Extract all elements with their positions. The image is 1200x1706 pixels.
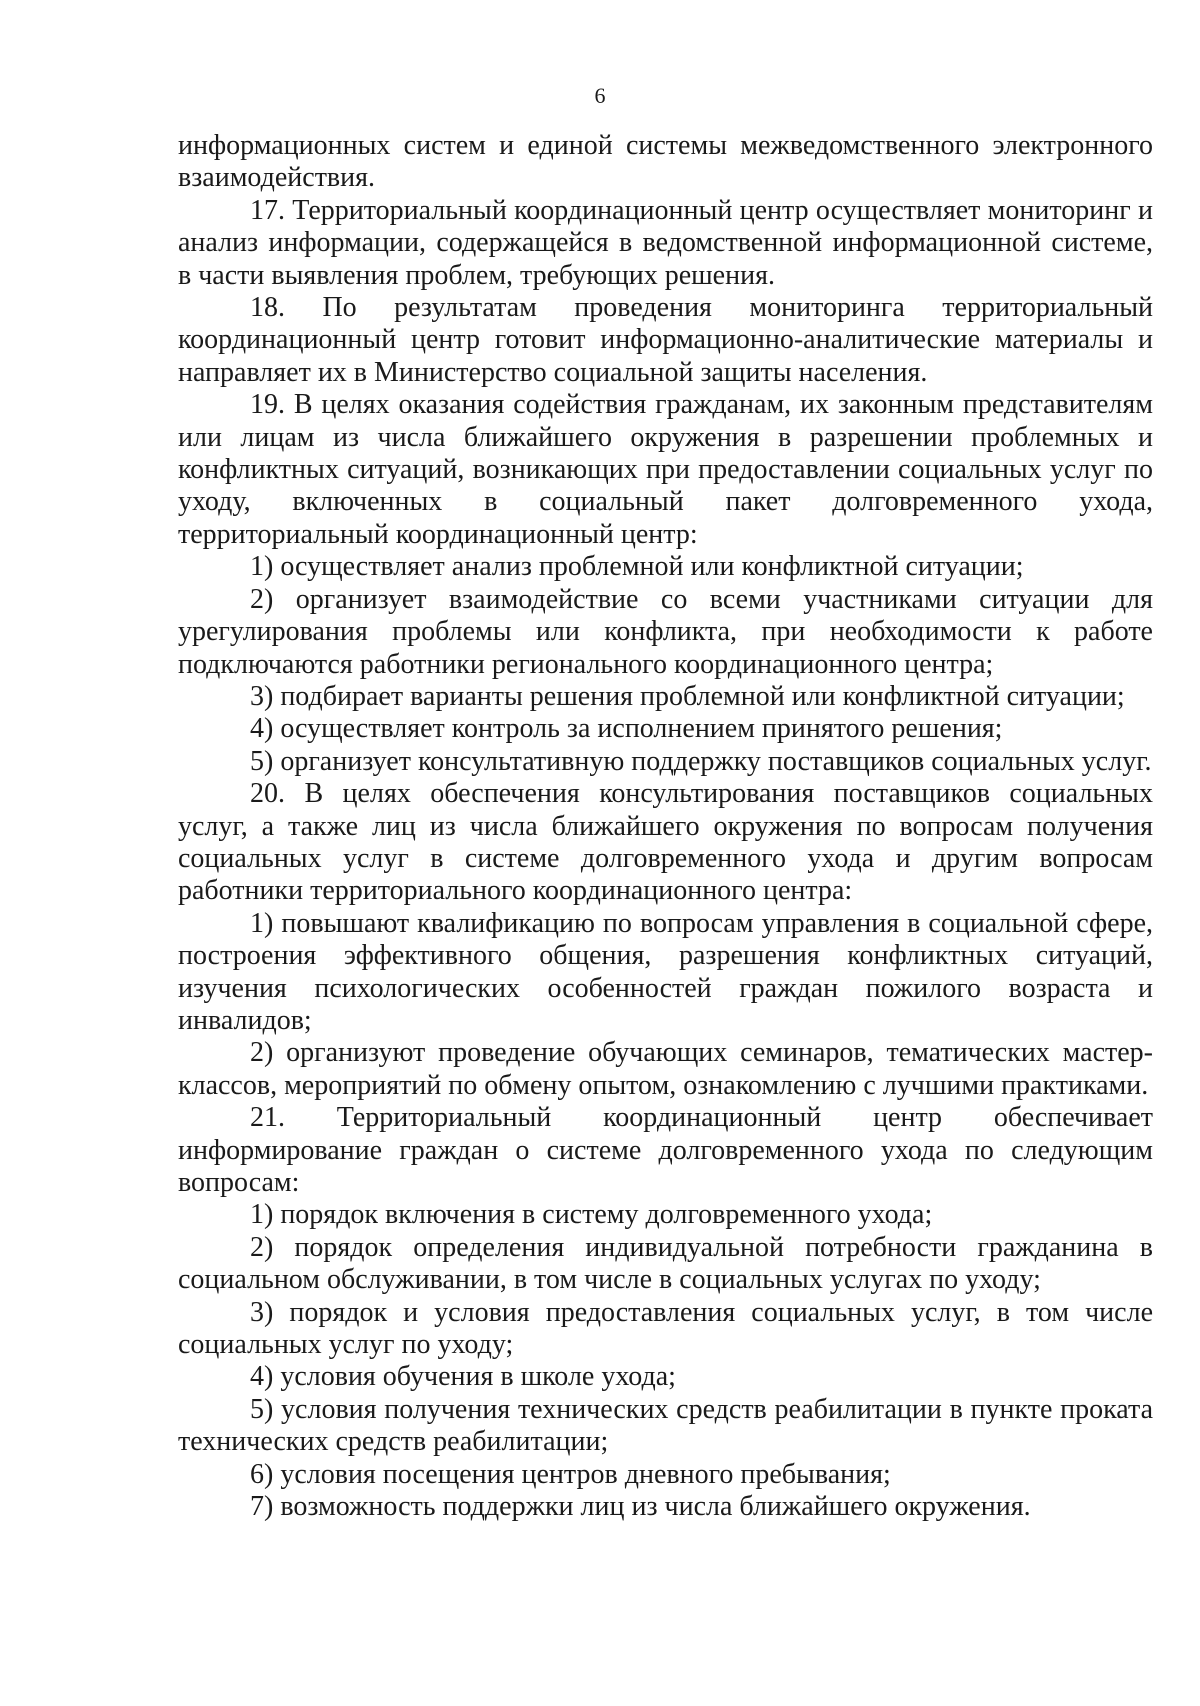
- page-number: 6: [594, 83, 606, 108]
- paragraph-item-21: 21. Территориальный координационный центр обеспечивает информирование граждан о системе долговременного ухода по следующим вопросам:: [178, 1102, 1153, 1198]
- list-item: 5) условия получения технических средств реабилитации в пункте проката технических средств реабилитации;: [178, 1393, 1153, 1458]
- list-item: 4) осуществляет контроль за исполнением принятого решения;: [250, 713, 1003, 745]
- paragraph-item-20: 20. В целях обеспечения консультирования поставщиков социальных услуг, а также лиц из числа ближайшего окружения по вопросам получения социальных услуг в системе долговременного ухода и другим вопросам работники территориального координационного центра:: [178, 778, 1153, 907]
- paragraph: информационных систем и единой системы межведомственного электронного взаимодействия.: [178, 130, 1153, 194]
- list-item: 1) осуществляет анализ проблемной или конфликтной ситуации;: [250, 551, 1024, 583]
- list-item: 3) порядок и условия предоставления социальных услуг, в том числе социальных услуг по уходу;: [178, 1296, 1153, 1361]
- document-body: [178, 130, 1153, 1523]
- list-item: 4) условия обучения в школе ухода;: [250, 1361, 676, 1393]
- list-item: 6) условия посещения центров дневного пребывания;: [250, 1458, 891, 1490]
- list-item: 7) возможность поддержки лиц из числа ближайшего окружения.: [250, 1491, 1031, 1523]
- list-item: 5) организует консультативную поддержку поставщиков социальных услуг.: [250, 745, 1152, 777]
- list-item: 2) порядок определения индивидуальной потребности гражданина в социальном обслуживании, в том числе в социальных услугах по уходу;: [178, 1231, 1153, 1296]
- paragraph-item-18: 18. По результатам проведения мониторинга территориальный координационный центр готовит информационно-аналитические материалы и направляет их в Министерство социальной защиты населения.: [178, 292, 1153, 388]
- paragraph-item-19: 19. В целях оказания содействия гражданам, их законным представителям или лицам из числа ближайшего окружения в разрешении проблемных и конфликтных ситуаций, возникающих при предоставлении социальных услуг по уходу, включенных в социальный пакет долговременного ухода, территориальный координационный центр:: [178, 389, 1153, 550]
- list-item: 1) порядок включения в систему долговременного ухода;: [250, 1199, 933, 1231]
- list-item: 2) организует взаимодействие со всеми участниками ситуации для урегулирования проблемы или конфликта, при необходимости к работе подключаются работники регионального координационного центра;: [178, 583, 1153, 680]
- list-item: 3) подбирает варианты решения проблемной или конфликтной ситуации;: [250, 680, 1125, 712]
- list-item: 1) повышают квалификацию по вопросам управления в социальной сфере, построения эффективного общения, разрешения конфликтных ситуаций, изучения психологических особенностей граждан пожилого возраста и инвалидов;: [178, 907, 1153, 1036]
- paragraph-item-17: 17. Территориальный координационный центр осуществляет мониторинг и анализ информации, содержащейся в ведомственной информационной системе, в части выявления проблем, требующих решения.: [178, 194, 1153, 291]
- list-item: 2) организуют проведение обучающих семинаров, тематических мастер-классов, мероприятий по обмену опытом, ознакомлению с лучшими практиками.: [178, 1037, 1153, 1101]
